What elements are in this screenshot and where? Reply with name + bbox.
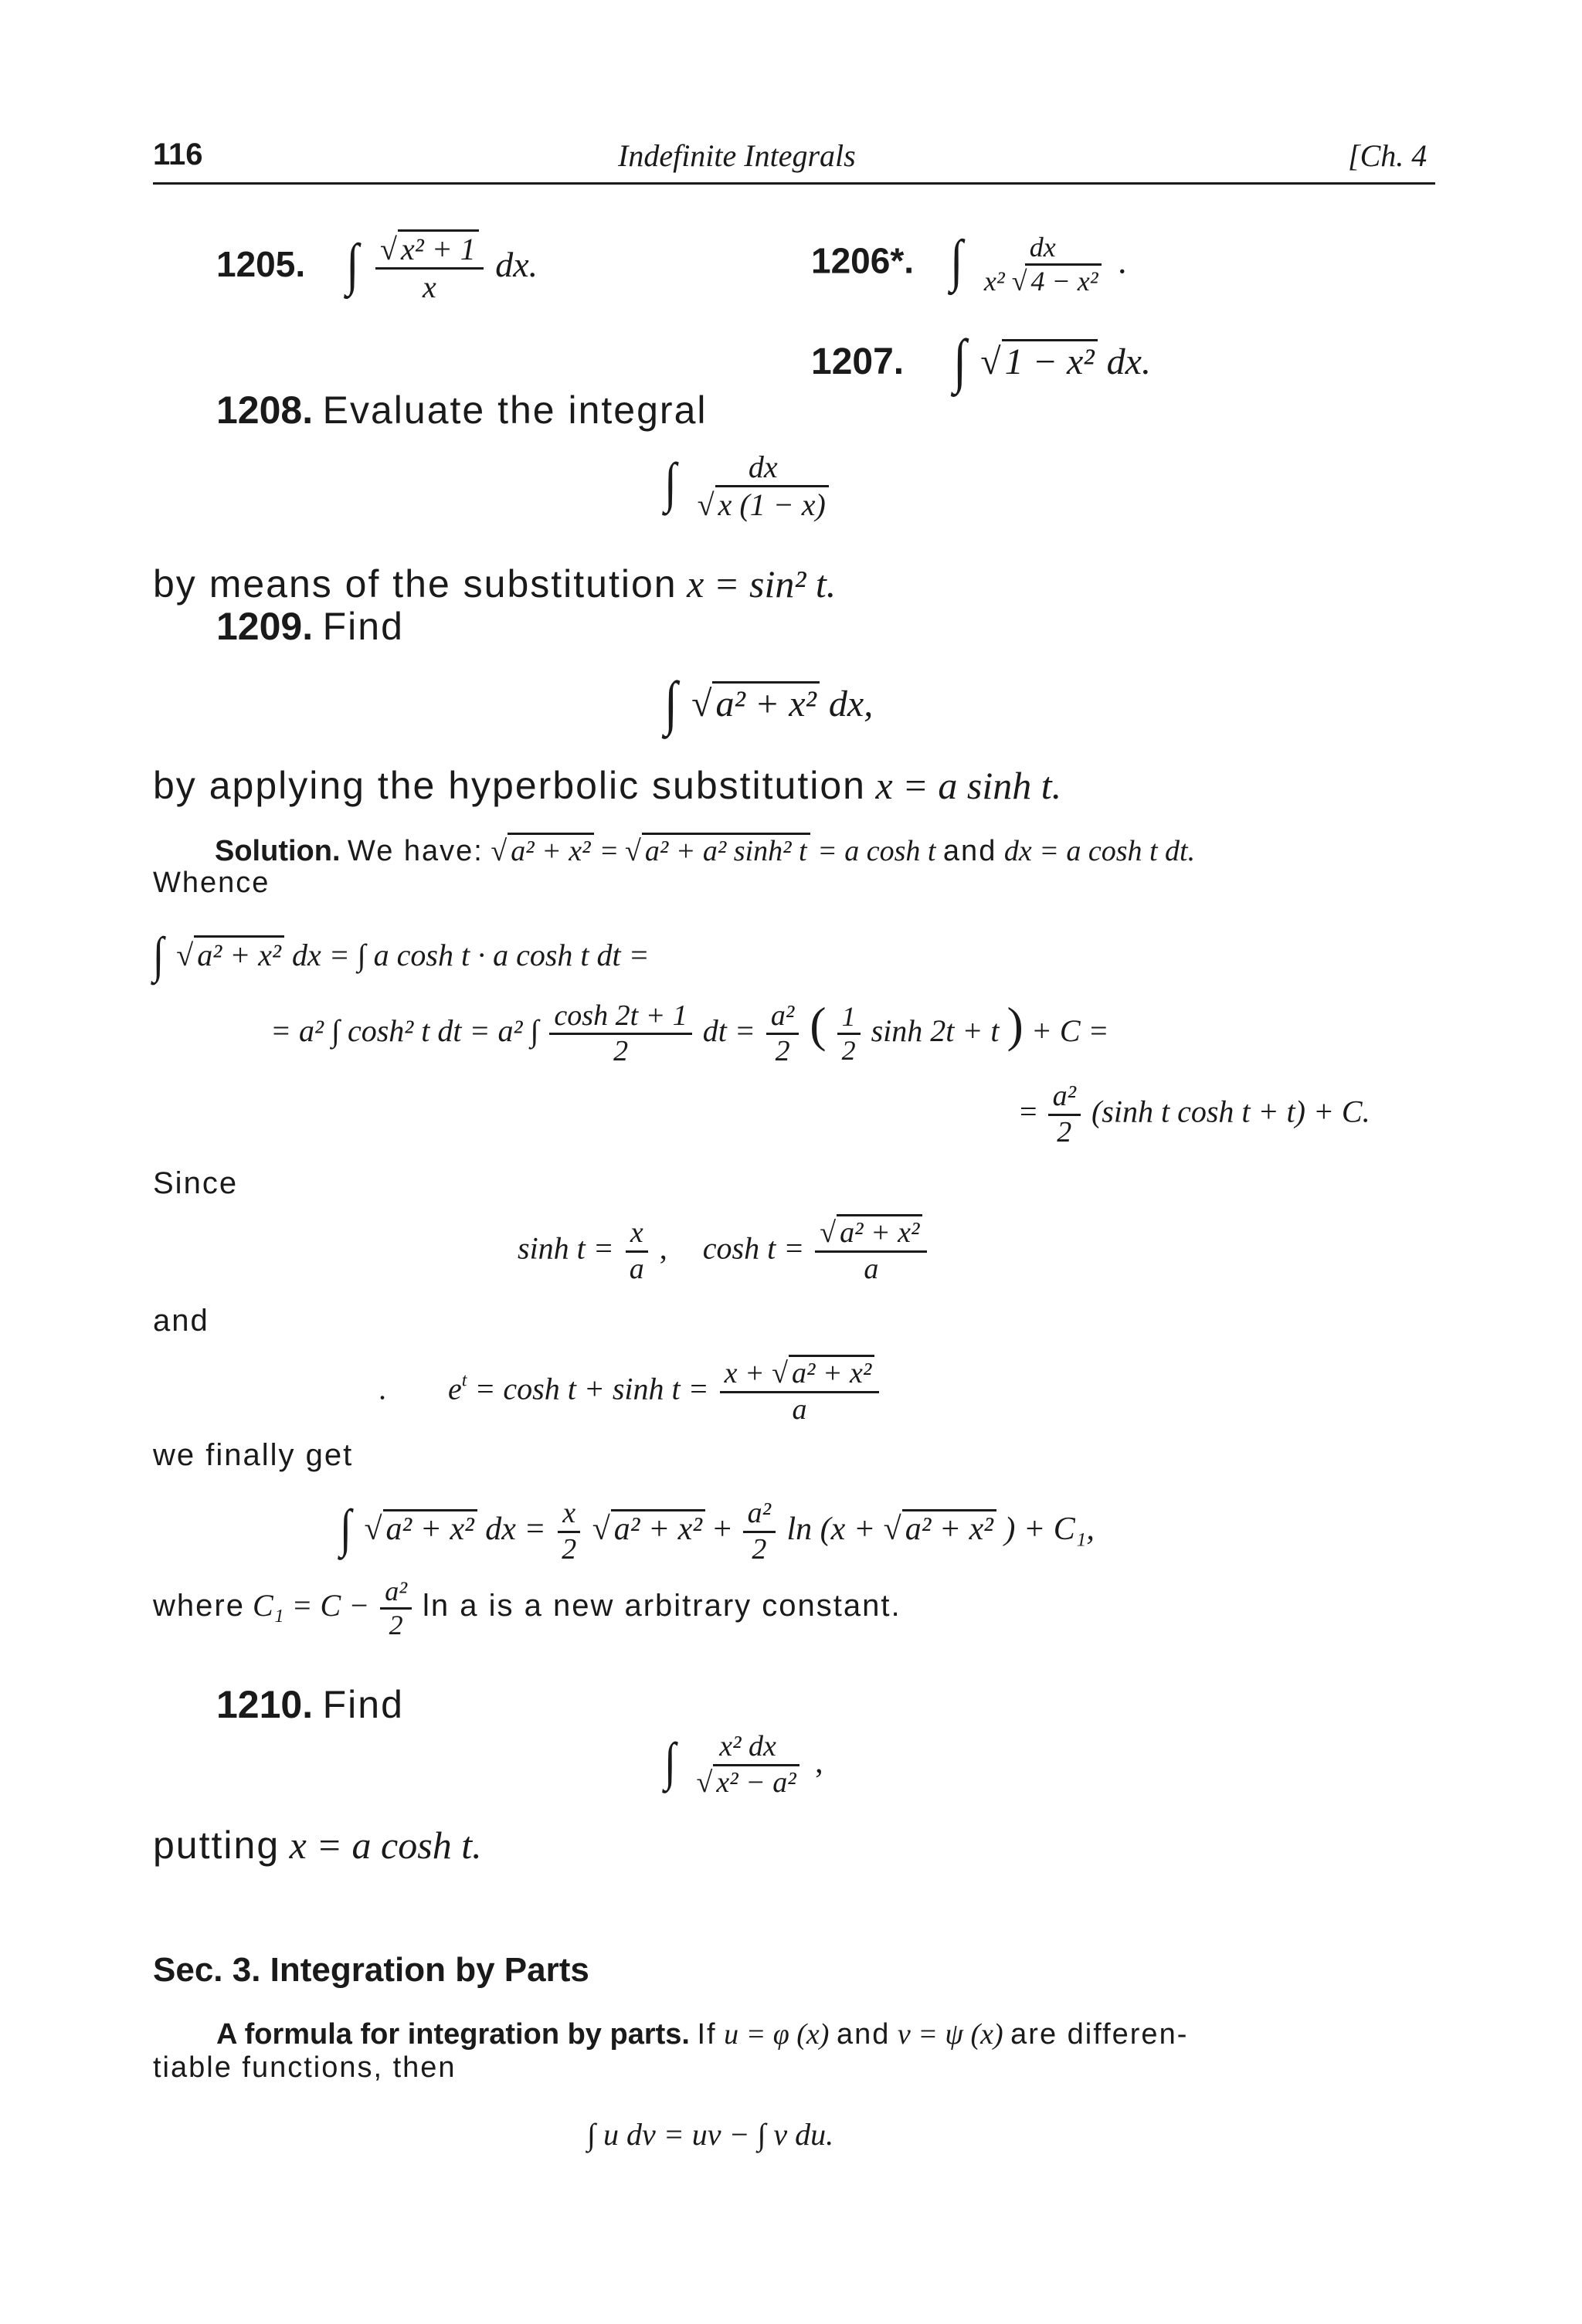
header-rule	[153, 182, 1435, 185]
problem-1205: 1205. ∫ $\frac{\text{√ x² + 1}}{x}$ dx.	[216, 232, 538, 305]
section-intro-line-2: tiable functions, then	[153, 2051, 457, 2084]
since-label: Since	[153, 1166, 239, 1200]
problem-1210-substitution: putting x = a cosh t.	[153, 1824, 482, 1867]
solution-line: Solution. We have: √ a² + x² = √ a² + a² sinh² t = a cosh t and dx = a cosh t dt.	[215, 834, 1195, 868]
integration-by-parts-formula: ∫ u dv = uv − ∫ v du.	[587, 2117, 834, 2152]
problem-1209-heading: 1209. Find	[216, 605, 404, 648]
problem-1210-integral: ∫ $\frac{\text{x² dx}}{\text{√ x² − a²}}$ ,	[664, 1730, 823, 1799]
section-intro-line-1: A formula for integration by parts. If u = φ (x) and v = ψ (x) are differen-	[216, 2018, 1189, 2051]
problem-1208-integral: ∫ $\frac{dx}{√ x (1 - x)}$	[664, 450, 837, 523]
problem-1209-substitution: by applying the hyperbolic substitution x = a sinh t.	[153, 764, 1062, 807]
problem-1208-heading: 1208. Evaluate the integral	[216, 388, 708, 432]
problem-1207: 1207. ∫ √ 1 − x² dx.	[811, 327, 1151, 395]
solution-eq-1: ∫ √ a² + x² dx = ∫ a cosh t · a cosh t dt =	[153, 928, 650, 984]
problem-1209-integral: ∫ √ a² + x² dx,	[664, 670, 874, 737]
solution-eq-3: = $\frac{\text{a²}}{2}$ (sinh t cosh t + t) + C.	[1020, 1080, 1370, 1148]
and-label: and	[153, 1304, 209, 1338]
section-title: Sec. 3. Integration by Parts	[153, 1951, 589, 1989]
whence-label: Whence	[153, 867, 270, 899]
problem-1206: 1206*. ∫ $\frac{dx}{\text{x² √ 4 − x²}}$ .	[811, 229, 1127, 297]
problem-1208-substitution: by means of the substitution x = sin² t.	[153, 562, 837, 606]
final-result: ∫ √ a² + x² dx = $\frac{x}{2}$ √ a² + x² + $\frac{\text{a²}}{2}$ ln (x + √ a² + x² ) + C₁,	[340, 1497, 1095, 1566]
chapter-label: [Ch. 4	[1348, 138, 1428, 173]
sinh-cosh-definitions: sinh t = $\frac{x}{a}$ , cosh t = $\frac{\text{√ a² + x²}}{a}$	[518, 1216, 930, 1286]
running-title: Indefinite Integrals	[618, 138, 856, 173]
solution-eq-2: = a² ∫ cosh² t dt = a² ∫ $\frac{\cosh 2t + 1}{2}$ dt = $\frac{\text{a²}}{2}$ ( $\frac{1}{2}$ sinh 2t + t ) + C =	[270, 997, 1109, 1068]
page-number: 116	[153, 137, 203, 171]
constant-definition: where C₁ = C − $\frac{\text{a²}}{2}$ ln a is a new arbitrary constant.	[153, 1576, 901, 1641]
problem-1210-heading: 1210. Find	[216, 1683, 404, 1726]
exp-t-identity: . $e^t = \cosh t + \sinh t$ = $\frac{\text{x + √ a² + x²}}{a}$	[379, 1357, 882, 1427]
we-finally-get: we finally get	[153, 1438, 354, 1472]
